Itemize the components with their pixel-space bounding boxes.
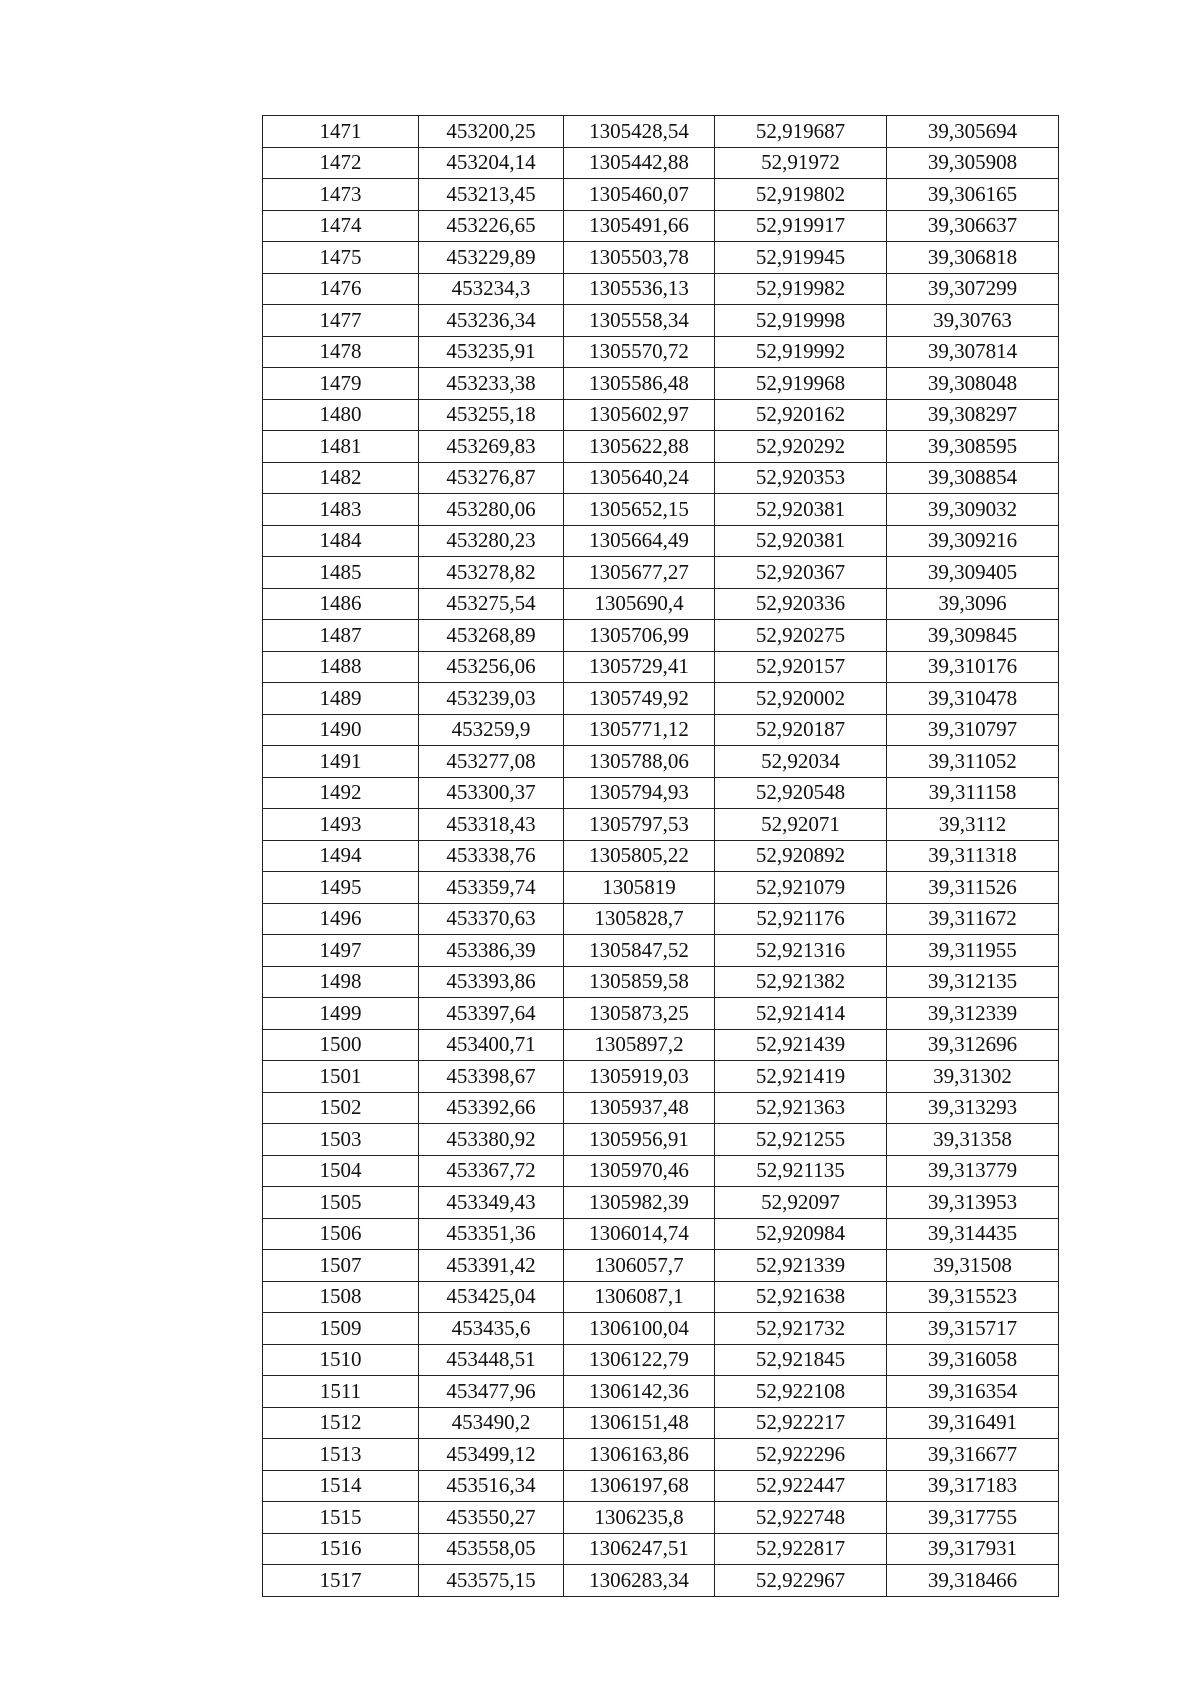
longitude-cell: 39,311672	[887, 903, 1059, 935]
y-coordinate-cell: 1305749,92	[564, 683, 715, 715]
table-row	[263, 620, 1059, 652]
longitude-cell: 39,317183	[887, 1470, 1059, 1502]
longitude-cell: 39,313953	[887, 1187, 1059, 1219]
table-row	[263, 746, 1059, 778]
x-coordinate-cell: 453349,43	[419, 1187, 564, 1219]
latitude-cell: 52,922108	[715, 1376, 887, 1408]
table-row	[263, 1533, 1059, 1565]
x-coordinate-cell: 453391,42	[419, 1250, 564, 1282]
latitude-cell: 52,921316	[715, 935, 887, 967]
longitude-cell: 39,307814	[887, 336, 1059, 368]
latitude-cell: 52,922748	[715, 1502, 887, 1534]
point-number-cell: 1485	[263, 557, 419, 589]
y-coordinate-cell: 1305937,48	[564, 1092, 715, 1124]
table-row	[263, 557, 1059, 589]
latitude-cell: 52,920353	[715, 462, 887, 494]
table-row	[263, 1565, 1059, 1597]
table-row	[263, 935, 1059, 967]
longitude-cell: 39,306818	[887, 242, 1059, 274]
x-coordinate-cell: 453386,39	[419, 935, 564, 967]
latitude-cell: 52,921382	[715, 966, 887, 998]
point-number-cell: 1482	[263, 462, 419, 494]
table-row	[263, 588, 1059, 620]
table-row	[263, 116, 1059, 148]
point-number-cell: 1511	[263, 1376, 419, 1408]
x-coordinate-cell: 453300,37	[419, 777, 564, 809]
table-row	[263, 147, 1059, 179]
point-number-cell: 1489	[263, 683, 419, 715]
longitude-cell: 39,316677	[887, 1439, 1059, 1471]
y-coordinate-cell: 1305706,99	[564, 620, 715, 652]
latitude-cell: 52,919945	[715, 242, 887, 274]
longitude-cell: 39,3096	[887, 588, 1059, 620]
table-row	[263, 179, 1059, 211]
longitude-cell: 39,313293	[887, 1092, 1059, 1124]
latitude-cell: 52,921135	[715, 1155, 887, 1187]
x-coordinate-cell: 453239,03	[419, 683, 564, 715]
x-coordinate-cell: 453477,96	[419, 1376, 564, 1408]
longitude-cell: 39,316491	[887, 1407, 1059, 1439]
longitude-cell: 39,305694	[887, 116, 1059, 148]
x-coordinate-cell: 453516,34	[419, 1470, 564, 1502]
y-coordinate-cell: 1306014,74	[564, 1218, 715, 1250]
x-coordinate-cell: 453380,92	[419, 1124, 564, 1156]
x-coordinate-cell: 453448,51	[419, 1344, 564, 1376]
point-number-cell: 1501	[263, 1061, 419, 1093]
y-coordinate-cell: 1305442,88	[564, 147, 715, 179]
point-number-cell: 1477	[263, 305, 419, 337]
point-number-cell: 1517	[263, 1565, 419, 1597]
latitude-cell: 52,921845	[715, 1344, 887, 1376]
table-row	[263, 966, 1059, 998]
longitude-cell: 39,309845	[887, 620, 1059, 652]
table-row	[263, 651, 1059, 683]
y-coordinate-cell: 1305536,13	[564, 273, 715, 305]
table-row	[263, 714, 1059, 746]
table-row	[263, 368, 1059, 400]
point-number-cell: 1481	[263, 431, 419, 463]
point-number-cell: 1492	[263, 777, 419, 809]
latitude-cell: 52,920336	[715, 588, 887, 620]
point-number-cell: 1484	[263, 525, 419, 557]
y-coordinate-cell: 1305640,24	[564, 462, 715, 494]
point-number-cell: 1479	[263, 368, 419, 400]
longitude-cell: 39,317931	[887, 1533, 1059, 1565]
longitude-cell: 39,311955	[887, 935, 1059, 967]
table-row	[263, 1313, 1059, 1345]
x-coordinate-cell: 453229,89	[419, 242, 564, 274]
point-number-cell: 1507	[263, 1250, 419, 1282]
y-coordinate-cell: 1305819	[564, 872, 715, 904]
latitude-cell: 52,920162	[715, 399, 887, 431]
y-coordinate-cell: 1305586,48	[564, 368, 715, 400]
table-row	[263, 777, 1059, 809]
x-coordinate-cell: 453236,34	[419, 305, 564, 337]
point-number-cell: 1498	[263, 966, 419, 998]
point-number-cell: 1503	[263, 1124, 419, 1156]
latitude-cell: 52,919992	[715, 336, 887, 368]
longitude-cell: 39,308048	[887, 368, 1059, 400]
point-number-cell: 1478	[263, 336, 419, 368]
y-coordinate-cell: 1305690,4	[564, 588, 715, 620]
longitude-cell: 39,310797	[887, 714, 1059, 746]
table-row	[263, 998, 1059, 1030]
point-number-cell: 1512	[263, 1407, 419, 1439]
point-number-cell: 1472	[263, 147, 419, 179]
x-coordinate-cell: 453490,2	[419, 1407, 564, 1439]
x-coordinate-cell: 453280,23	[419, 525, 564, 557]
table-row	[263, 273, 1059, 305]
x-coordinate-cell: 453499,12	[419, 1439, 564, 1471]
x-coordinate-cell: 453275,54	[419, 588, 564, 620]
y-coordinate-cell: 1306142,36	[564, 1376, 715, 1408]
point-number-cell: 1476	[263, 273, 419, 305]
longitude-cell: 39,309405	[887, 557, 1059, 589]
table-row	[263, 462, 1059, 494]
longitude-cell: 39,314435	[887, 1218, 1059, 1250]
longitude-cell: 39,312339	[887, 998, 1059, 1030]
x-coordinate-cell: 453338,76	[419, 840, 564, 872]
point-number-cell: 1502	[263, 1092, 419, 1124]
x-coordinate-cell: 453213,45	[419, 179, 564, 211]
y-coordinate-cell: 1306283,34	[564, 1565, 715, 1597]
x-coordinate-cell: 453255,18	[419, 399, 564, 431]
longitude-cell: 39,31508	[887, 1250, 1059, 1282]
x-coordinate-cell: 453200,25	[419, 116, 564, 148]
point-number-cell: 1487	[263, 620, 419, 652]
longitude-cell: 39,318466	[887, 1565, 1059, 1597]
y-coordinate-cell: 1306122,79	[564, 1344, 715, 1376]
point-number-cell: 1471	[263, 116, 419, 148]
latitude-cell: 52,922447	[715, 1470, 887, 1502]
table-row	[263, 1407, 1059, 1439]
latitude-cell: 52,920187	[715, 714, 887, 746]
latitude-cell: 52,920157	[715, 651, 887, 683]
latitude-cell: 52,920367	[715, 557, 887, 589]
x-coordinate-cell: 453235,91	[419, 336, 564, 368]
x-coordinate-cell: 453392,66	[419, 1092, 564, 1124]
longitude-cell: 39,309032	[887, 494, 1059, 526]
y-coordinate-cell: 1305602,97	[564, 399, 715, 431]
latitude-cell: 52,91972	[715, 147, 887, 179]
y-coordinate-cell: 1305847,52	[564, 935, 715, 967]
latitude-cell: 52,920381	[715, 494, 887, 526]
longitude-cell: 39,317755	[887, 1502, 1059, 1534]
latitude-cell: 52,920892	[715, 840, 887, 872]
longitude-cell: 39,315717	[887, 1313, 1059, 1345]
table-row	[263, 1250, 1059, 1282]
latitude-cell: 52,919982	[715, 273, 887, 305]
point-number-cell: 1497	[263, 935, 419, 967]
y-coordinate-cell: 1305805,22	[564, 840, 715, 872]
y-coordinate-cell: 1305503,78	[564, 242, 715, 274]
point-number-cell: 1506	[263, 1218, 419, 1250]
longitude-cell: 39,312135	[887, 966, 1059, 998]
latitude-cell: 52,919998	[715, 305, 887, 337]
latitude-cell: 52,92071	[715, 809, 887, 841]
longitude-cell: 39,311318	[887, 840, 1059, 872]
x-coordinate-cell: 453370,63	[419, 903, 564, 935]
latitude-cell: 52,922217	[715, 1407, 887, 1439]
latitude-cell: 52,92034	[715, 746, 887, 778]
table-row	[263, 872, 1059, 904]
y-coordinate-cell: 1306100,04	[564, 1313, 715, 1345]
longitude-cell: 39,312696	[887, 1029, 1059, 1061]
latitude-cell: 52,919917	[715, 210, 887, 242]
point-number-cell: 1509	[263, 1313, 419, 1345]
latitude-cell: 52,920984	[715, 1218, 887, 1250]
latitude-cell: 52,920381	[715, 525, 887, 557]
longitude-cell: 39,308854	[887, 462, 1059, 494]
point-number-cell: 1516	[263, 1533, 419, 1565]
y-coordinate-cell: 1306163,86	[564, 1439, 715, 1471]
point-number-cell: 1499	[263, 998, 419, 1030]
y-coordinate-cell: 1305491,66	[564, 210, 715, 242]
y-coordinate-cell: 1306235,8	[564, 1502, 715, 1534]
point-number-cell: 1505	[263, 1187, 419, 1219]
x-coordinate-cell: 453256,06	[419, 651, 564, 683]
y-coordinate-cell: 1306057,7	[564, 1250, 715, 1282]
x-coordinate-cell: 453318,43	[419, 809, 564, 841]
x-coordinate-cell: 453226,65	[419, 210, 564, 242]
latitude-cell: 52,920292	[715, 431, 887, 463]
table-row	[263, 525, 1059, 557]
table-row	[263, 1155, 1059, 1187]
x-coordinate-cell: 453268,89	[419, 620, 564, 652]
table-row	[263, 1092, 1059, 1124]
y-coordinate-cell: 1305664,49	[564, 525, 715, 557]
x-coordinate-cell: 453400,71	[419, 1029, 564, 1061]
latitude-cell: 52,921638	[715, 1281, 887, 1313]
coordinates-table	[262, 115, 1059, 1597]
longitude-cell: 39,316058	[887, 1344, 1059, 1376]
longitude-cell: 39,305908	[887, 147, 1059, 179]
table-row	[263, 840, 1059, 872]
point-number-cell: 1486	[263, 588, 419, 620]
y-coordinate-cell: 1305970,46	[564, 1155, 715, 1187]
x-coordinate-cell: 453277,08	[419, 746, 564, 778]
table-row	[263, 1124, 1059, 1156]
latitude-cell: 52,921255	[715, 1124, 887, 1156]
point-number-cell: 1488	[263, 651, 419, 683]
y-coordinate-cell: 1306197,68	[564, 1470, 715, 1502]
latitude-cell: 52,922296	[715, 1439, 887, 1471]
table-row	[263, 210, 1059, 242]
y-coordinate-cell: 1305558,34	[564, 305, 715, 337]
y-coordinate-cell: 1305677,27	[564, 557, 715, 589]
longitude-cell: 39,315523	[887, 1281, 1059, 1313]
point-number-cell: 1490	[263, 714, 419, 746]
y-coordinate-cell: 1305428,54	[564, 116, 715, 148]
x-coordinate-cell: 453425,04	[419, 1281, 564, 1313]
latitude-cell: 52,920275	[715, 620, 887, 652]
latitude-cell: 52,921439	[715, 1029, 887, 1061]
y-coordinate-cell: 1305460,07	[564, 179, 715, 211]
x-coordinate-cell: 453276,87	[419, 462, 564, 494]
x-coordinate-cell: 453278,82	[419, 557, 564, 589]
latitude-cell: 52,921079	[715, 872, 887, 904]
y-coordinate-cell: 1305859,58	[564, 966, 715, 998]
x-coordinate-cell: 453259,9	[419, 714, 564, 746]
longitude-cell: 39,316354	[887, 1376, 1059, 1408]
x-coordinate-cell: 453234,3	[419, 273, 564, 305]
latitude-cell: 52,921732	[715, 1313, 887, 1345]
x-coordinate-cell: 453204,14	[419, 147, 564, 179]
y-coordinate-cell: 1305794,93	[564, 777, 715, 809]
point-number-cell: 1480	[263, 399, 419, 431]
table-row	[263, 1470, 1059, 1502]
latitude-cell: 52,921363	[715, 1092, 887, 1124]
table-row	[263, 336, 1059, 368]
y-coordinate-cell: 1305919,03	[564, 1061, 715, 1093]
x-coordinate-cell: 453351,36	[419, 1218, 564, 1250]
y-coordinate-cell: 1305982,39	[564, 1187, 715, 1219]
table-row	[263, 1281, 1059, 1313]
point-number-cell: 1495	[263, 872, 419, 904]
latitude-cell: 52,919687	[715, 116, 887, 148]
point-number-cell: 1491	[263, 746, 419, 778]
y-coordinate-cell: 1306151,48	[564, 1407, 715, 1439]
table-row	[263, 305, 1059, 337]
x-coordinate-cell: 453233,38	[419, 368, 564, 400]
x-coordinate-cell: 453280,06	[419, 494, 564, 526]
point-number-cell: 1513	[263, 1439, 419, 1471]
y-coordinate-cell: 1305788,06	[564, 746, 715, 778]
longitude-cell: 39,310478	[887, 683, 1059, 715]
x-coordinate-cell: 453435,6	[419, 1313, 564, 1345]
point-number-cell: 1483	[263, 494, 419, 526]
point-number-cell: 1473	[263, 179, 419, 211]
longitude-cell: 39,309216	[887, 525, 1059, 557]
x-coordinate-cell: 453398,67	[419, 1061, 564, 1093]
y-coordinate-cell: 1305897,2	[564, 1029, 715, 1061]
x-coordinate-cell: 453575,15	[419, 1565, 564, 1597]
x-coordinate-cell: 453550,27	[419, 1502, 564, 1534]
table-row	[263, 1061, 1059, 1093]
table-row	[263, 1187, 1059, 1219]
point-number-cell: 1504	[263, 1155, 419, 1187]
longitude-cell: 39,311052	[887, 746, 1059, 778]
table-row	[263, 903, 1059, 935]
latitude-cell: 52,920002	[715, 683, 887, 715]
y-coordinate-cell: 1305828,7	[564, 903, 715, 935]
point-number-cell: 1500	[263, 1029, 419, 1061]
latitude-cell: 52,921414	[715, 998, 887, 1030]
y-coordinate-cell: 1305956,91	[564, 1124, 715, 1156]
longitude-cell: 39,31302	[887, 1061, 1059, 1093]
latitude-cell: 52,92097	[715, 1187, 887, 1219]
latitude-cell: 52,920548	[715, 777, 887, 809]
y-coordinate-cell: 1305873,25	[564, 998, 715, 1030]
y-coordinate-cell: 1305622,88	[564, 431, 715, 463]
y-coordinate-cell: 1305652,15	[564, 494, 715, 526]
point-number-cell: 1510	[263, 1344, 419, 1376]
y-coordinate-cell: 1306247,51	[564, 1533, 715, 1565]
latitude-cell: 52,921176	[715, 903, 887, 935]
x-coordinate-cell: 453393,86	[419, 966, 564, 998]
table-row	[263, 1344, 1059, 1376]
longitude-cell: 39,308297	[887, 399, 1059, 431]
point-number-cell: 1496	[263, 903, 419, 935]
coordinates-table-body	[263, 116, 1059, 1597]
longitude-cell: 39,307299	[887, 273, 1059, 305]
x-coordinate-cell: 453558,05	[419, 1533, 564, 1565]
point-number-cell: 1494	[263, 840, 419, 872]
point-number-cell: 1474	[263, 210, 419, 242]
point-number-cell: 1514	[263, 1470, 419, 1502]
table-row	[263, 242, 1059, 274]
point-number-cell: 1515	[263, 1502, 419, 1534]
longitude-cell: 39,313779	[887, 1155, 1059, 1187]
latitude-cell: 52,922817	[715, 1533, 887, 1565]
table-row	[263, 494, 1059, 526]
latitude-cell: 52,921419	[715, 1061, 887, 1093]
point-number-cell: 1493	[263, 809, 419, 841]
table-row	[263, 809, 1059, 841]
y-coordinate-cell: 1305570,72	[564, 336, 715, 368]
table-row	[263, 1502, 1059, 1534]
longitude-cell: 39,306165	[887, 179, 1059, 211]
x-coordinate-cell: 453269,83	[419, 431, 564, 463]
latitude-cell: 52,922967	[715, 1565, 887, 1597]
table-row	[263, 1029, 1059, 1061]
x-coordinate-cell: 453359,74	[419, 872, 564, 904]
longitude-cell: 39,30763	[887, 305, 1059, 337]
x-coordinate-cell: 453397,64	[419, 998, 564, 1030]
y-coordinate-cell: 1305729,41	[564, 651, 715, 683]
y-coordinate-cell: 1306087,1	[564, 1281, 715, 1313]
latitude-cell: 52,919802	[715, 179, 887, 211]
latitude-cell: 52,921339	[715, 1250, 887, 1282]
longitude-cell: 39,3112	[887, 809, 1059, 841]
table-row	[263, 431, 1059, 463]
point-number-cell: 1475	[263, 242, 419, 274]
longitude-cell: 39,31358	[887, 1124, 1059, 1156]
table-row	[263, 1439, 1059, 1471]
table-row	[263, 1376, 1059, 1408]
longitude-cell: 39,311158	[887, 777, 1059, 809]
point-number-cell: 1508	[263, 1281, 419, 1313]
x-coordinate-cell: 453367,72	[419, 1155, 564, 1187]
table-row	[263, 1218, 1059, 1250]
y-coordinate-cell: 1305771,12	[564, 714, 715, 746]
longitude-cell: 39,308595	[887, 431, 1059, 463]
table-row	[263, 399, 1059, 431]
longitude-cell: 39,310176	[887, 651, 1059, 683]
latitude-cell: 52,919968	[715, 368, 887, 400]
y-coordinate-cell: 1305797,53	[564, 809, 715, 841]
table-row	[263, 683, 1059, 715]
longitude-cell: 39,306637	[887, 210, 1059, 242]
longitude-cell: 39,311526	[887, 872, 1059, 904]
